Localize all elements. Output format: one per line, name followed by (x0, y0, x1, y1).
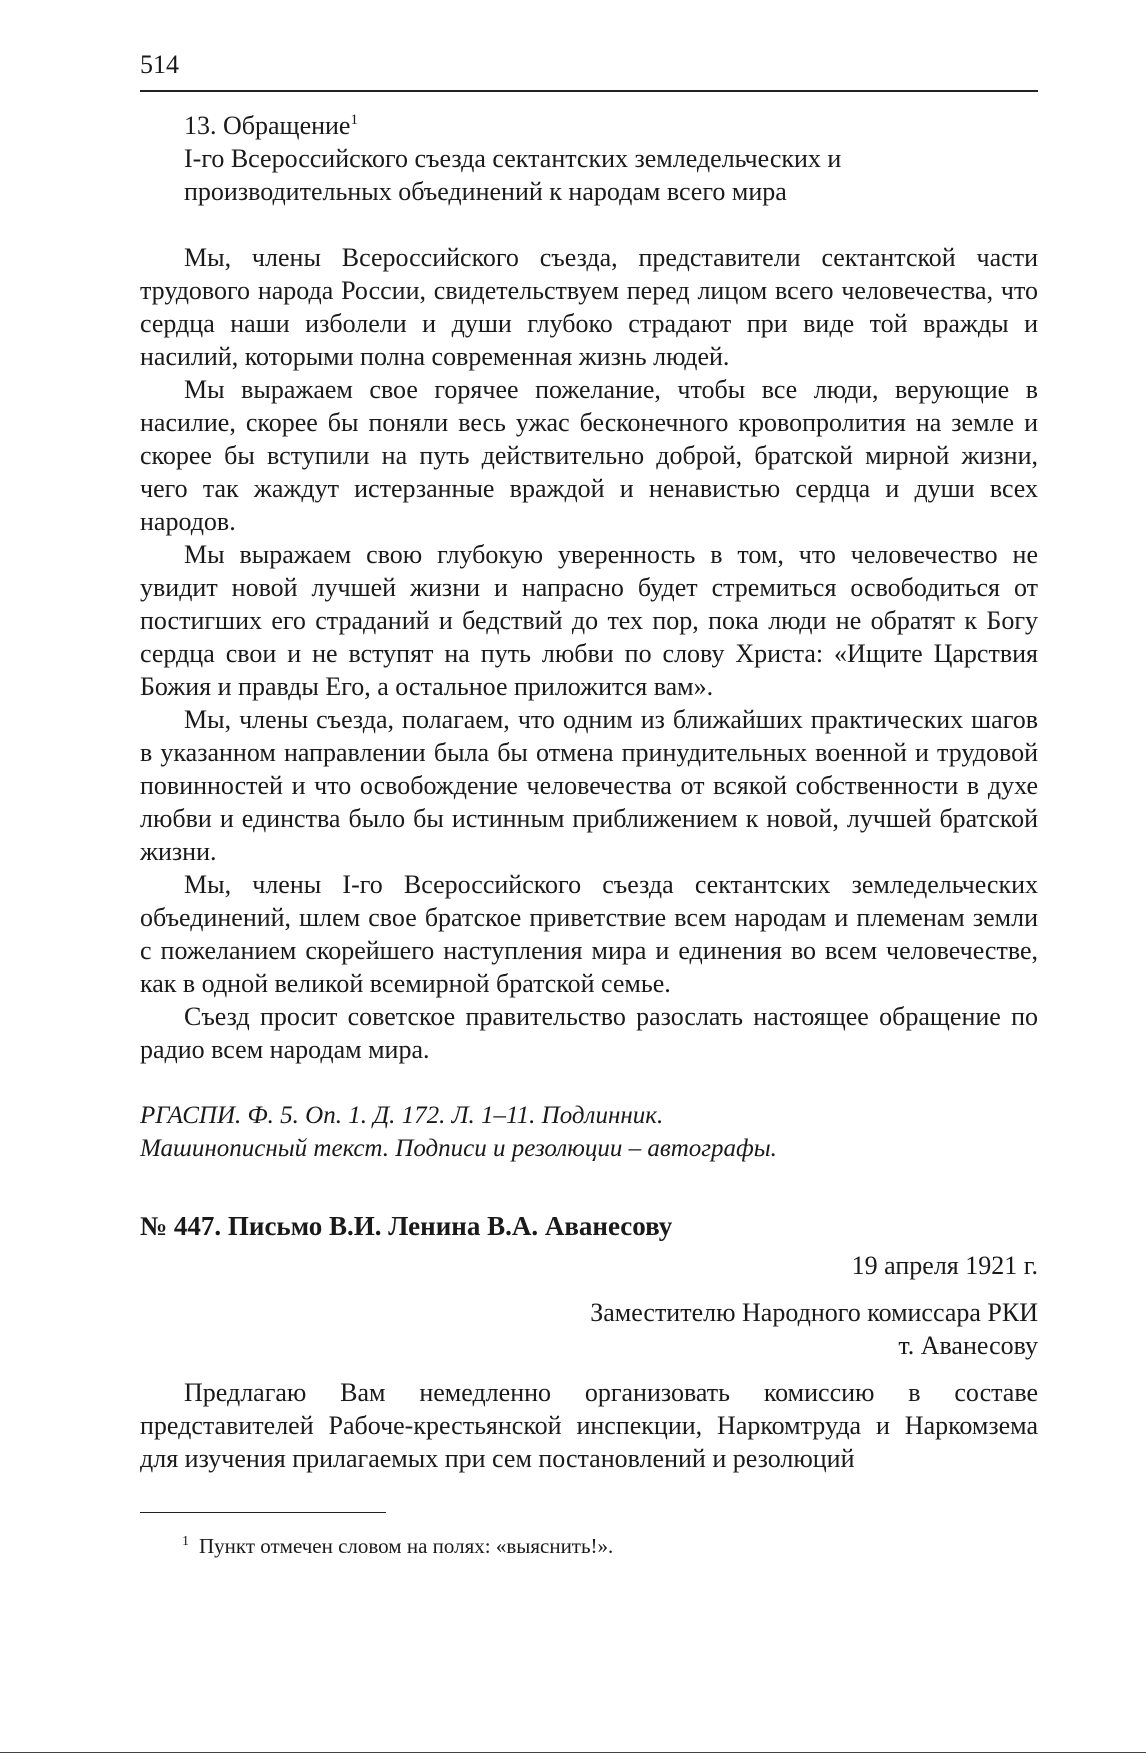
addressee-line: т. Аванесову (898, 1331, 1038, 1360)
page-bottom-edge (0, 1752, 1146, 1753)
letter-date: 19 апреля 1921 г. (851, 1251, 1038, 1280)
archive-source-line: РГАСПИ. Ф. 5. Оп. 1. Д. 172. Л. 1–11. Подлинник. (140, 1102, 664, 1129)
document-13-label (140, 104, 1038, 142)
paragraph: Съезд просит советское правительство разослать настоящее обращение по радио всем народам мира. (140, 1002, 1038, 1064)
addressee-line: Заместителю Народного комиссара РКИ (590, 1298, 1038, 1327)
document-13-title: I-го Всероссийского съезда сектантских земледельческих и производительных объединений к народам всего мира (184, 144, 842, 206)
paragraph: Предлагаю Вам немедленно организовать комиссию в составе представителей Рабоче-крестьянской инспекции, Наркомтруда и Наркомзема для изучения прилагаемых при сем постановлений и резолюций (140, 1378, 1038, 1473)
page-number: 514 (140, 50, 179, 79)
paragraph: Мы, члены съезда, полагаем, что одним из ближайших практических шагов в указанном направлении была бы отмена принудительных военной и трудовой повинностей и что освобождение человечества от всякой собственности в духе любви и единства было бы истинным приближением к новой, лучшей братской жизни. (140, 705, 1038, 866)
footnote-text: Пункт отмечен словом на полях: «выяснить!». (199, 1534, 614, 1558)
page-content (140, 104, 1038, 1475)
footnote-divider (140, 1512, 386, 1513)
page-header (140, 50, 1038, 92)
footnote-mark: 1 (182, 1534, 189, 1549)
footnote-reference: 1 (350, 112, 358, 128)
document-447-heading: № 447. Письмо В.И. Ленина В.А. Аванесову (140, 1211, 673, 1241)
archive-source (140, 1099, 1038, 1165)
paragraph: Мы выражаем свою глубокую уверенность в том, что человечество не увидит новой лучшей жизни и напрасно будет стремиться освободиться от постигших его страданий и бедствий до тех пор, пока люди не обратят к Богу сердца свои и не вступят на путь любви по слову Христа: «Ищите Царствия Божия и правды Его, а остальное приложится вам». (140, 540, 1038, 701)
paragraph: Мы, члены Всероссийского съезда, представители сектантской части трудового народа России, свидетельствуем перед лицом всего человечества, что сердца наши изболели и души глубоко страдают при виде той вражды и насилий, которыми полна современная жизнь людей. (140, 243, 1038, 371)
footnote (182, 1528, 613, 1560)
document-13-label-text: 13. Обращение (184, 111, 351, 140)
letter-addressee (140, 1296, 1038, 1362)
paragraph: Мы выражаем свое горячее пожелание, чтобы все люди, верующие в насилие, скорее бы поняли весь ужас бесконечного кровопролития на земле и скорее бы вступили на путь действительно доброй, братской мирной жизни, чего так жаждут истерзанные враждой и ненавистью сердца и души всех народов. (140, 375, 1038, 536)
paragraph: Мы, члены I-го Всероссийского съезда сектантских земледельческих объединений, шлем свое братское приветствие всем народам и племенам земли с пожеланием скорейшего наступления мира и единения во всем человечестве, как в одной великой всемирной братской семье. (140, 870, 1038, 998)
archive-source-line: Машинописный текст. Подписи и резолюции – автографы. (140, 1135, 777, 1162)
